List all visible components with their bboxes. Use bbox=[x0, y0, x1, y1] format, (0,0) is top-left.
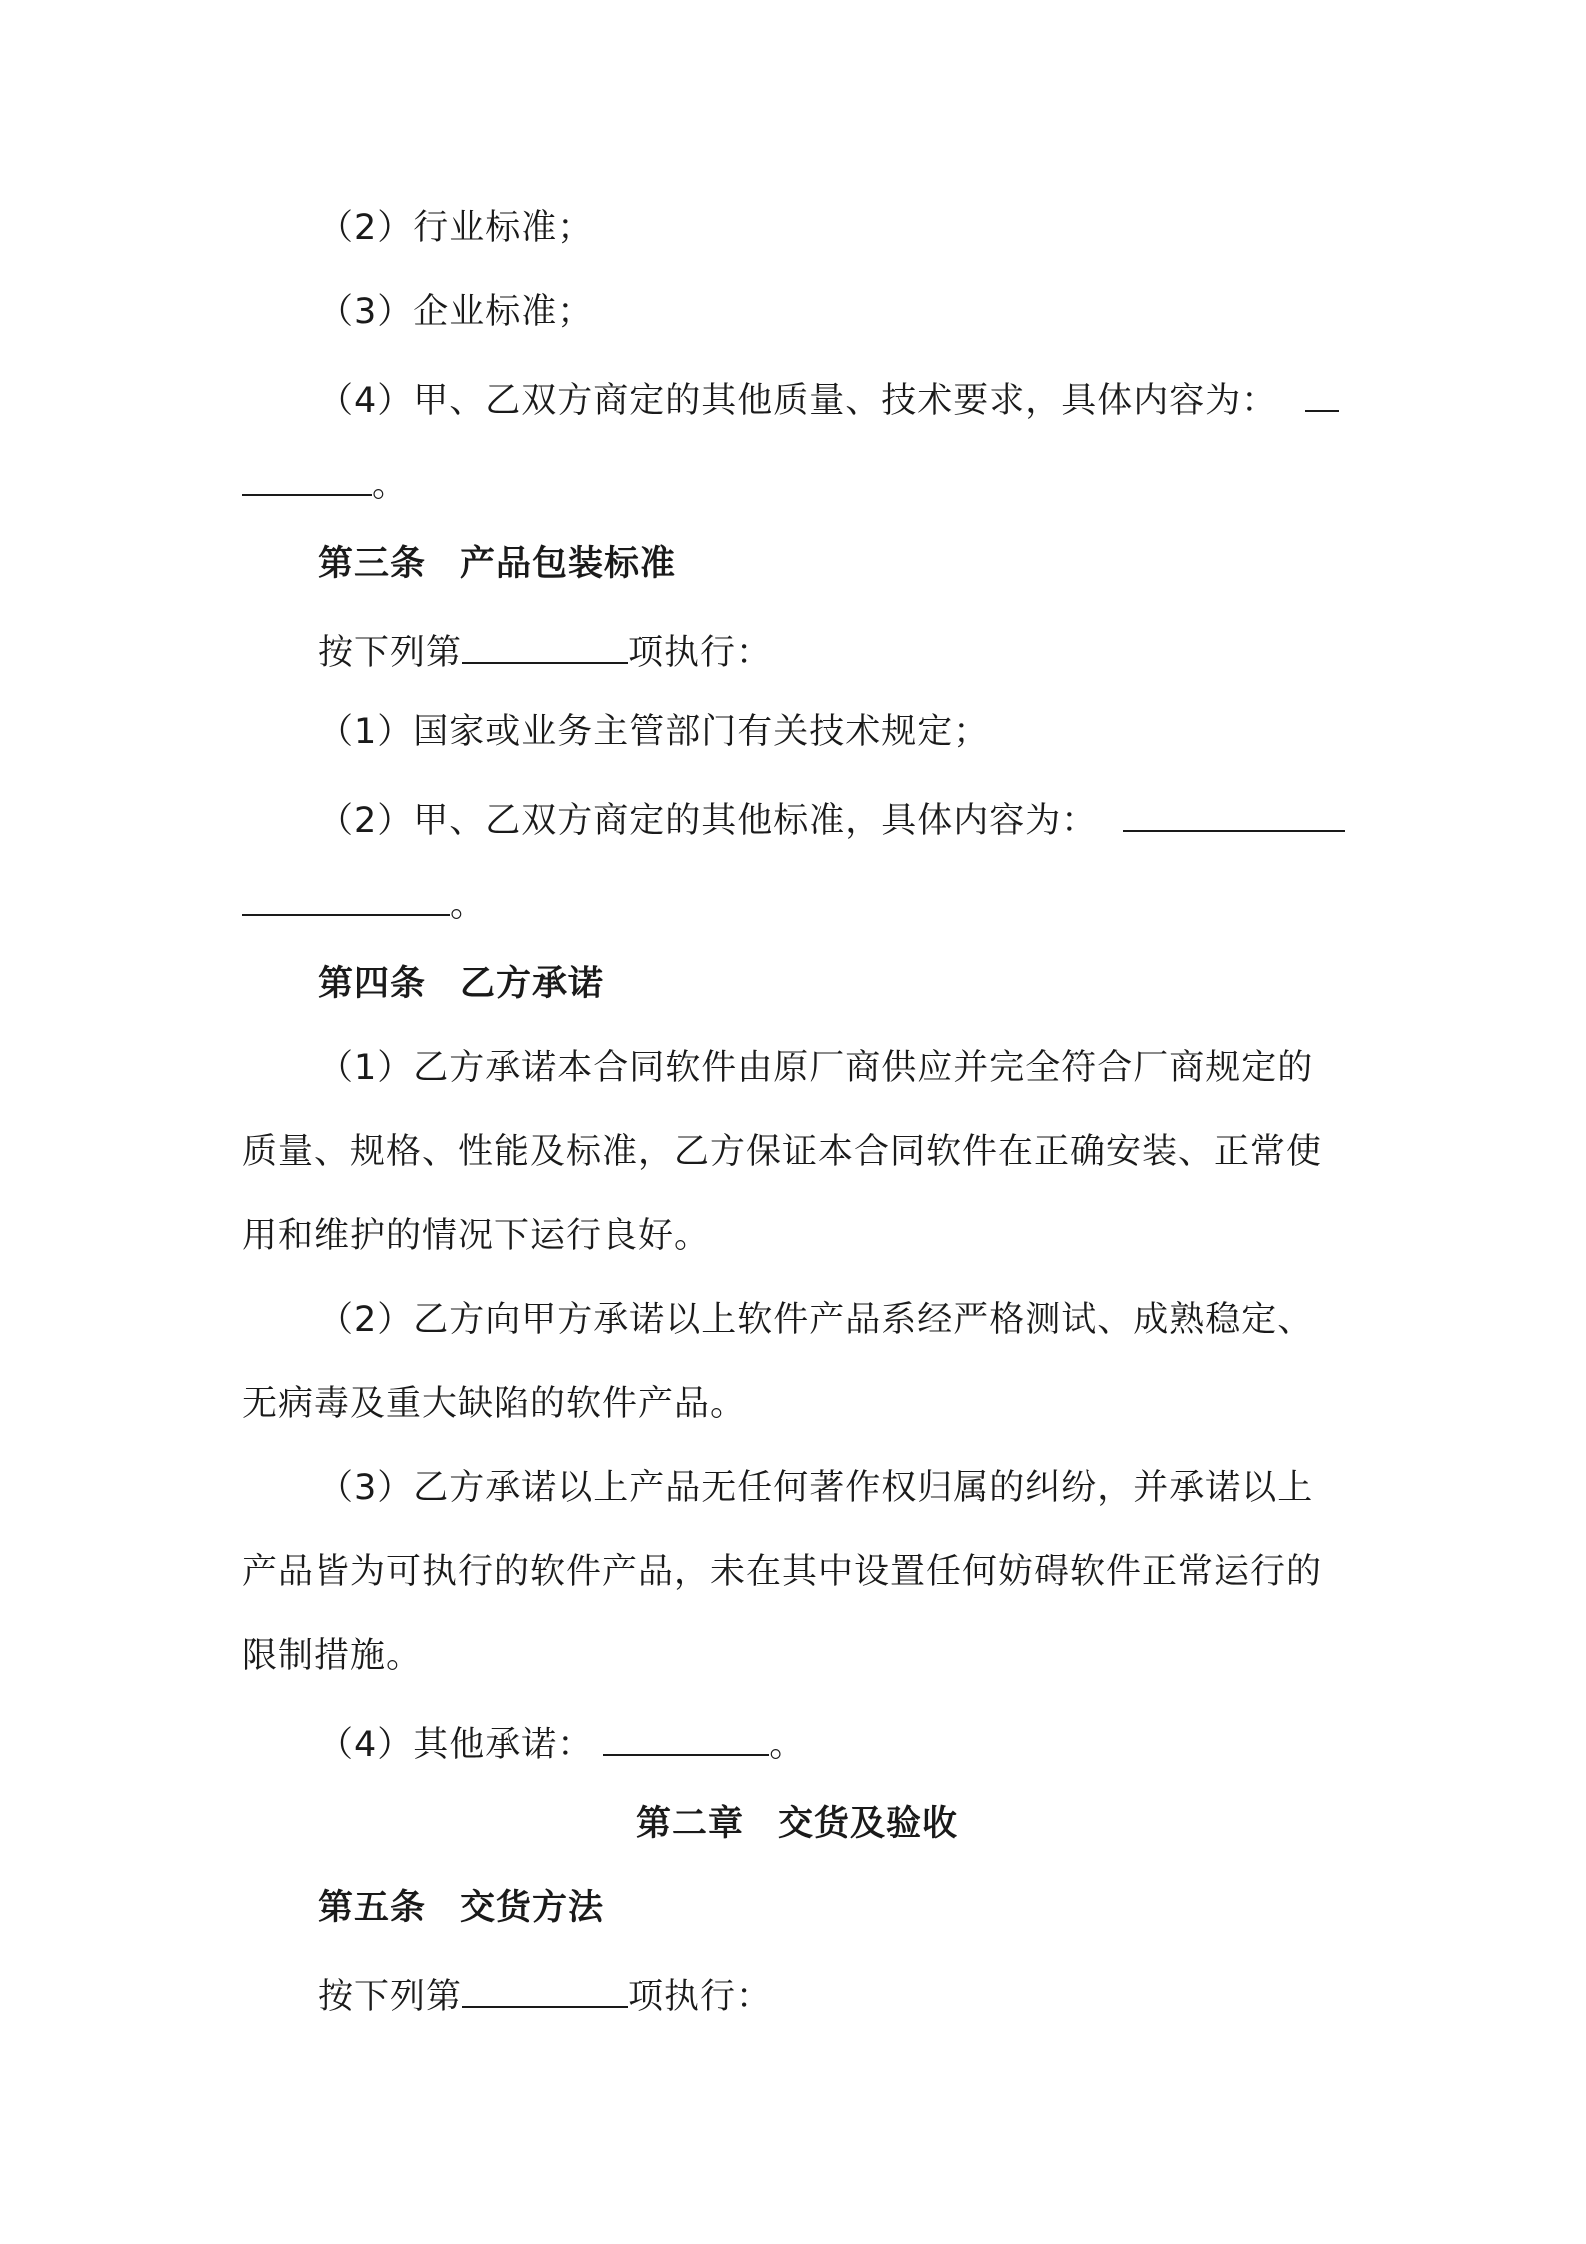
standard-item-4-period: 。 bbox=[372, 465, 409, 505]
article-5-heading bbox=[318, 1884, 1352, 1932]
promise-1-text-1: （1）乙方承诺本合同软件由原厂商供应并完全符合厂商规定的 bbox=[318, 1048, 1314, 1088]
packaging-option-blank[interactable] bbox=[462, 624, 628, 664]
promise-1-text-3: 用和维护的情况下运行良好。 bbox=[242, 1216, 711, 1256]
delivery-select-prefix: 按下列第 bbox=[318, 1977, 463, 2017]
standard-item-4-continued bbox=[242, 456, 1352, 509]
packaging-item-2-blank-end[interactable] bbox=[242, 876, 450, 916]
standard-item-4-text: （4）甲、乙双方商定的其他质量、技术要求，具体内容为： bbox=[318, 381, 1278, 421]
promise-2-line-1 bbox=[318, 1296, 1352, 1344]
promise-1-line-2 bbox=[242, 1128, 1352, 1176]
article-3-heading bbox=[318, 540, 1352, 588]
promise-3-text-1: （3）乙方承诺以上产品无任何著作权归属的纠纷，并承诺以上 bbox=[318, 1468, 1314, 1508]
packaging-item-1 bbox=[318, 708, 1352, 756]
promise-2-line-2 bbox=[242, 1380, 1352, 1428]
packaging-select-line bbox=[318, 624, 1352, 677]
article-3-title: 产品包装标准 bbox=[460, 544, 677, 584]
packaging-item-2-text: （2）甲、乙双方商定的其他标准，具体内容为： bbox=[318, 801, 1098, 841]
standard-item-4-blank-start[interactable] bbox=[1305, 372, 1339, 412]
packaging-select-prefix: 按下列第 bbox=[318, 633, 463, 673]
article-5-number: 第五条 bbox=[318, 1888, 427, 1928]
promise-3-line-2 bbox=[242, 1548, 1352, 1596]
packaging-item-2-blank-start[interactable] bbox=[1123, 792, 1345, 832]
article-4-title: 乙方承诺 bbox=[460, 964, 605, 1004]
standard-item-3-text: （3）企业标准； bbox=[318, 292, 594, 332]
promise-2-text-2: 无病毒及重大缺陷的软件产品。 bbox=[242, 1384, 747, 1424]
packaging-item-2-continued bbox=[242, 876, 1352, 929]
chapter-2-title: 交货及验收 bbox=[778, 1804, 959, 1844]
delivery-select-suffix: 项执行： bbox=[628, 1977, 773, 2017]
standard-item-4 bbox=[318, 372, 1352, 425]
article-3-number: 第三条 bbox=[318, 544, 427, 584]
standard-item-3 bbox=[318, 288, 1352, 336]
promise-4-text: （4）其他承诺： bbox=[318, 1725, 594, 1765]
chapter-2-heading bbox=[242, 1800, 1352, 1848]
packaging-item-2 bbox=[318, 792, 1352, 845]
chapter-2-number: 第二章 bbox=[635, 1804, 744, 1844]
promise-3-line-3 bbox=[242, 1632, 1352, 1680]
promise-3-line-1 bbox=[318, 1464, 1352, 1512]
standard-item-2 bbox=[318, 204, 1352, 252]
promise-2-text-1: （2）乙方向甲方承诺以上软件产品系经严格测试、成熟稳定、 bbox=[318, 1300, 1314, 1340]
promise-4-line bbox=[318, 1716, 1352, 1769]
promise-3-text-2: 产品皆为可执行的软件产品，未在其中设置任何妨碍软件正常运行的 bbox=[242, 1552, 1323, 1592]
article-5-title: 交货方法 bbox=[460, 1888, 605, 1928]
packaging-select-suffix: 项执行： bbox=[628, 633, 773, 673]
packaging-item-2-period: 。 bbox=[450, 885, 487, 925]
promise-1-line-1 bbox=[318, 1044, 1352, 1092]
article-4-number: 第四条 bbox=[318, 964, 427, 1004]
standard-item-4-blank-end[interactable] bbox=[242, 456, 372, 496]
article-4-heading bbox=[318, 960, 1352, 1008]
delivery-option-blank[interactable] bbox=[462, 1968, 628, 2008]
promise-1-line-3 bbox=[242, 1212, 1352, 1260]
promise-3-text-3: 限制措施。 bbox=[242, 1636, 423, 1676]
promise-4-period: 。 bbox=[769, 1725, 806, 1765]
promise-1-text-2: 质量、规格、性能及标准，乙方保证本合同软件在正确安装、正常使 bbox=[242, 1132, 1323, 1172]
standard-item-2-text: （2）行业标准； bbox=[318, 208, 594, 248]
delivery-select-line bbox=[318, 1968, 1352, 2021]
packaging-item-1-text: （1）国家或业务主管部门有关技术规定； bbox=[318, 712, 990, 752]
promise-4-blank[interactable] bbox=[603, 1716, 769, 1756]
